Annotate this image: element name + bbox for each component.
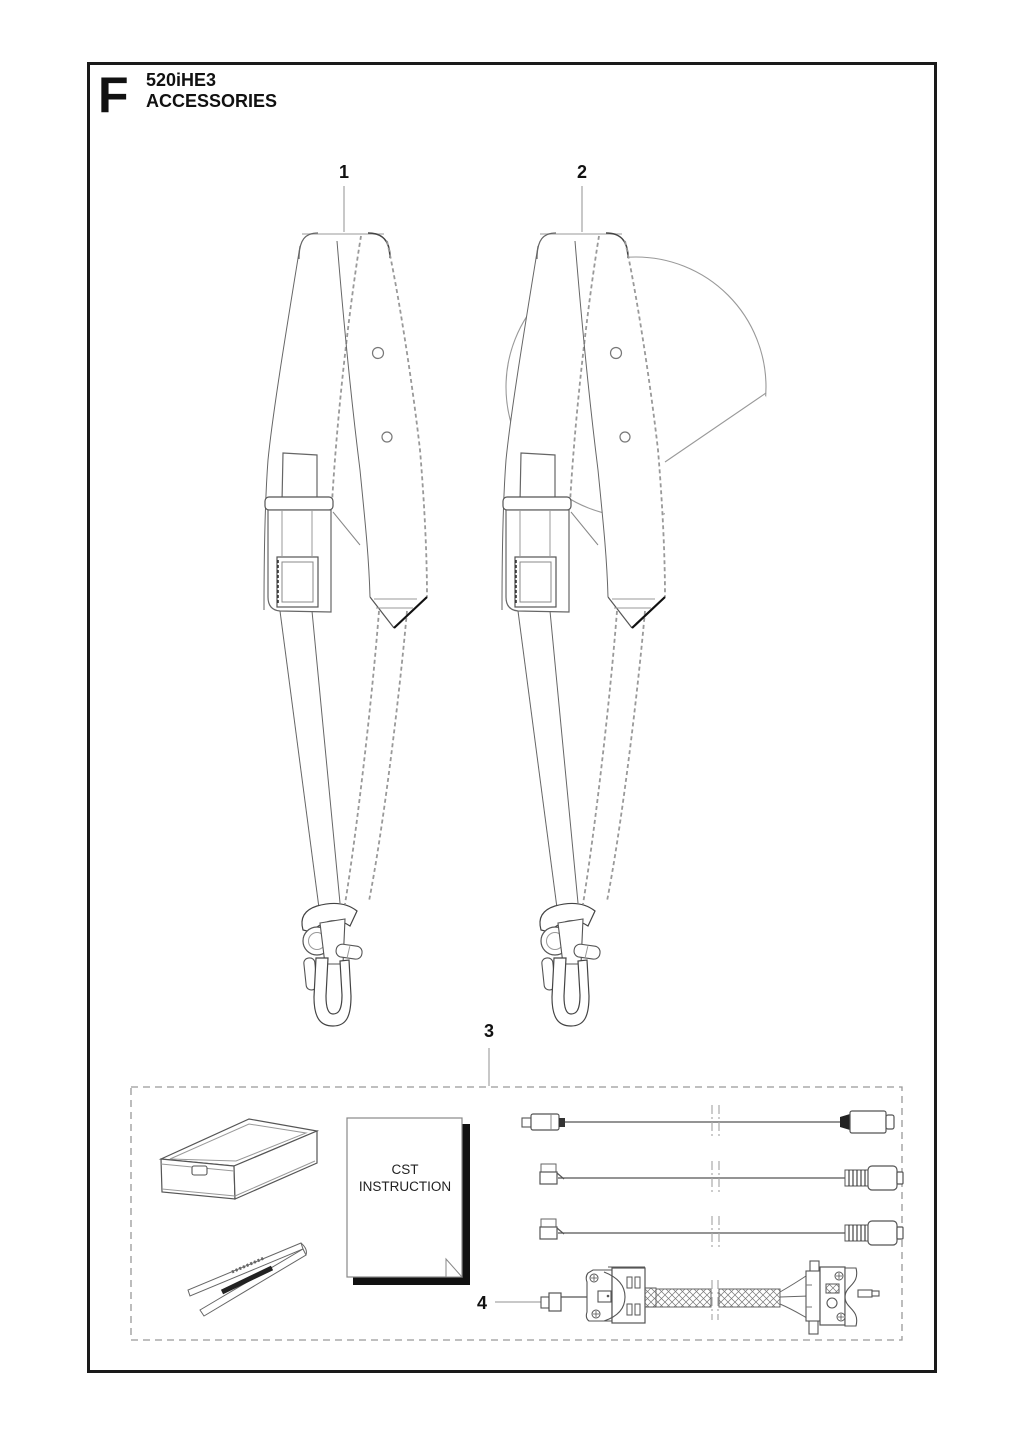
case-latch xyxy=(192,1166,207,1175)
shoulder-strap-2-with-hip-pad-illustration xyxy=(502,233,778,1026)
instruction-manual-title xyxy=(350,1161,460,1195)
instruction-manual-illustration xyxy=(347,1118,470,1285)
section-title: ACCESSORIES xyxy=(146,91,278,111)
callout-label-2: 2 xyxy=(576,162,587,182)
callout-label-3: 3 xyxy=(483,1021,494,1041)
figure-letter: F xyxy=(98,67,129,123)
model-number: 520iHE3 xyxy=(146,70,217,90)
shoulder-strap-1-illustration xyxy=(264,233,427,1026)
instruction-manual-line1: CST xyxy=(391,1162,419,1177)
callout-label-4: 4 xyxy=(476,1293,487,1313)
cable-1-illustration xyxy=(522,1105,894,1139)
callout-label-1: 1 xyxy=(338,162,349,182)
harness-part-4-illustration xyxy=(541,1261,879,1334)
instruction-manual-line2: INSTRUCTION xyxy=(358,1179,452,1194)
cable-2-illustration xyxy=(540,1161,903,1195)
storage-case-illustration xyxy=(161,1119,317,1199)
cable-3-illustration xyxy=(540,1216,903,1250)
tweezers-illustration xyxy=(188,1243,306,1316)
braided-cable xyxy=(656,1289,711,1307)
